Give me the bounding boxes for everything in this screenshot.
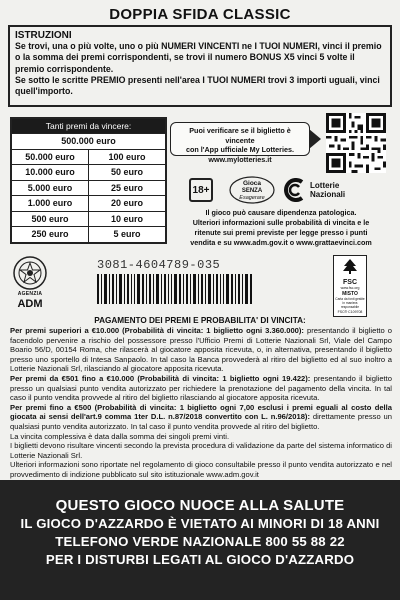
payment-paragraph	[10, 326, 392, 374]
payment-bold: Per premi da €501 fino a €10.000 (Probabilità di vincita: 1 biglietto ogni 19.422):	[10, 373, 311, 383]
payment-paragraph: La vincita complessiva è data dalla somma dei singoli premi vinti.	[10, 431, 230, 441]
nazionali-word: Nazionali	[310, 190, 346, 199]
verify-line-1: Puoi verificare se il biglietto è vincente	[189, 126, 291, 145]
prize-cell: 100 euro	[88, 150, 165, 165]
instructions-heading: ISTRUZIONI	[15, 30, 72, 41]
footer-line-2: IL GIOCO D'AZZARDO È VIETATO AI MINORI DI 18 ANNI	[20, 516, 380, 531]
gioca-senza-esagerare-logo	[229, 175, 275, 205]
prize-row	[12, 211, 165, 227]
prize-cell: 50.000 euro	[25, 151, 75, 162]
prize-table-header: Tanti premi da vincere:	[12, 119, 165, 133]
fsc-certification-box	[333, 255, 367, 317]
prize-cell: 50 euro	[88, 165, 165, 180]
prize-top-value: 500.000 euro	[61, 136, 116, 147]
prize-cell: 1.000 euro	[27, 198, 73, 209]
prize-row	[12, 195, 165, 211]
payment-paragraph	[10, 374, 392, 403]
prize-row	[12, 226, 165, 242]
agency-label: AGENZIA	[17, 291, 43, 297]
lotterie-mark-icon	[284, 178, 306, 202]
payment-bold: Per premi superiori a €10.000 (Probabilità di vincita: 1 biglietto ogni 3.360.000):	[10, 326, 304, 335]
barcode-icon	[97, 274, 253, 304]
payment-bold: Per premi fino a €500 (Probabilità di vincita: 1 biglietto ogni 7,00 esclusi i premi eguali al costo della giocata ai sensi dell'art.9 comma 1ter D.L. n.87/2018 convertito con L. n.96/2018):	[10, 402, 392, 422]
footer-line-4: PER I DISTURBI LEGATI AL GIOCO D'AZZARDO	[45, 552, 355, 567]
fsc-url: www.fsc.org	[340, 286, 360, 290]
prize-cell: 10 euro	[88, 212, 165, 227]
verify-app-box	[170, 122, 310, 164]
fsc-description: Carta da fonti gestite in maniera responsabile	[335, 297, 365, 309]
prize-row	[12, 149, 165, 165]
health-warning-footer	[0, 480, 400, 600]
prize-table	[10, 117, 167, 244]
warning-line-1: Il gioco può causare dipendenza patologica.	[205, 208, 357, 217]
prize-cell: 5 euro	[88, 227, 165, 242]
esagerare-word: Esagerare	[239, 195, 265, 201]
fsc-label: FSC	[343, 279, 357, 286]
payment-body	[10, 326, 392, 480]
prize-cell: 10.000 euro	[25, 167, 75, 178]
prize-cell: 25 euro	[88, 181, 165, 196]
footer-line-1: QUESTO GIOCO NUOCE ALLA SALUTE	[55, 497, 345, 514]
warning-line-4: vendita e su www.adm.gov.it o www.grattaevinci.com	[190, 238, 372, 247]
gioca-word: Gioca	[242, 180, 262, 187]
prize-row	[12, 164, 165, 180]
prize-row	[12, 180, 165, 196]
qr-code-icon[interactable]	[326, 113, 386, 173]
fsc-misto: MISTO	[342, 291, 358, 297]
prize-cell: 250 euro	[31, 229, 69, 240]
prize-row-top	[12, 133, 165, 149]
serial-number: 3081-4604789-035	[97, 258, 221, 272]
prize-cell: 500 euro	[31, 213, 69, 224]
lotterie-nazionali-logo	[284, 176, 374, 204]
payment-text: direttamente presso un qualsiasi punto vendita autorizzato. In tal caso il punto vendita provvede al ritiro del biglietto.	[10, 412, 393, 431]
payment-paragraph: Ulteriori informazioni sono riportate nel regolamento di gioco consultabile presso il punto vendita autorizzato e nel provvedimento di indizione pubblicato sul sito istituzionale www.adm.gov.it	[10, 460, 392, 479]
addiction-warning	[170, 208, 392, 248]
fsc-tree-icon	[340, 258, 360, 274]
prize-cell: 20 euro	[88, 196, 165, 211]
payment-text: presentando il biglietto o facendolo pervenire a rischio del possessore presso l'Ufficio Premi di Lotterie Nazionali Srl, Viale del Campo Boario 56/D, 00154 Roma, che rilascerà al giocatore apposita ricevuta, o, in alternativa, presentando il biglietto presso uno sportello di Intesa Sanpaolo. In tal caso la Banca provvederà al ritiro del biglietto ed al suo inoltro a Lotterie Nazionali Srl, rilasciando al giocatore apposita ricevuta.	[10, 326, 392, 374]
instructions-paragraph-2: Se sotto le scritte PREMIO presenti nell'area I TUOI NUMERI trovi 3 importi uguali, vinci quell'importo.	[15, 74, 380, 97]
warning-line-3: ritenute sui premi previste per legge presso i punti	[194, 228, 368, 237]
instructions-paragraph-1: Se trovi, una o più volte, uno o più NUMERI VINCENTI ne I TUOI NUMERI, vinci il premio o la somma dei premi corrispondenti, se trovi il numero BONUS X5 vinci 5 volte il premio corrispondente.	[15, 41, 382, 74]
game-title: DOPPIA SFIDA CLASSIC	[109, 6, 291, 23]
verify-url[interactable]: www.mylotteries.it	[208, 154, 272, 164]
footer-line-3: TELEFONO VERDE NAZIONALE 800 55 88 22	[55, 534, 345, 549]
fsc-code: FSC® C109708	[337, 310, 363, 314]
verify-line-2: con l'App ufficiale My Lotteries.	[186, 145, 294, 154]
senza-word: SENZA	[241, 188, 263, 194]
payment-title: PAGAMENTO DEI PREMI E PROBABILITA' DI VINCITA:	[94, 316, 306, 325]
lotterie-text	[310, 181, 345, 199]
warning-line-2: Ulteriori informazioni sulle probabilità di vincita e le	[192, 218, 370, 227]
arrow-right-icon	[309, 129, 321, 149]
payment-text: presentando il biglietto presso un qualsiasi punto vendita autorizzato per richiedere la prenotazione del pagamento della vincita. In tal caso il punto vendita provvede al ritiro del biglietto rilasciando al giocatore apposita ricevuta.	[10, 373, 392, 403]
lotterie-word: Lotterie	[310, 181, 340, 190]
age-18-badge: 18+	[189, 178, 213, 202]
instructions-box	[8, 25, 392, 107]
italian-republic-emblem-icon	[12, 255, 48, 291]
payment-paragraph: I biglietti devono risultare vincenti secondo la prevista procedura di validazione da parte del sistema informatico di Lotterie Nazionali Srl.	[10, 441, 392, 460]
adm-logo-text: ADM	[17, 298, 43, 310]
prize-cell: 5.000 euro	[27, 182, 73, 193]
payment-paragraph	[10, 403, 392, 432]
